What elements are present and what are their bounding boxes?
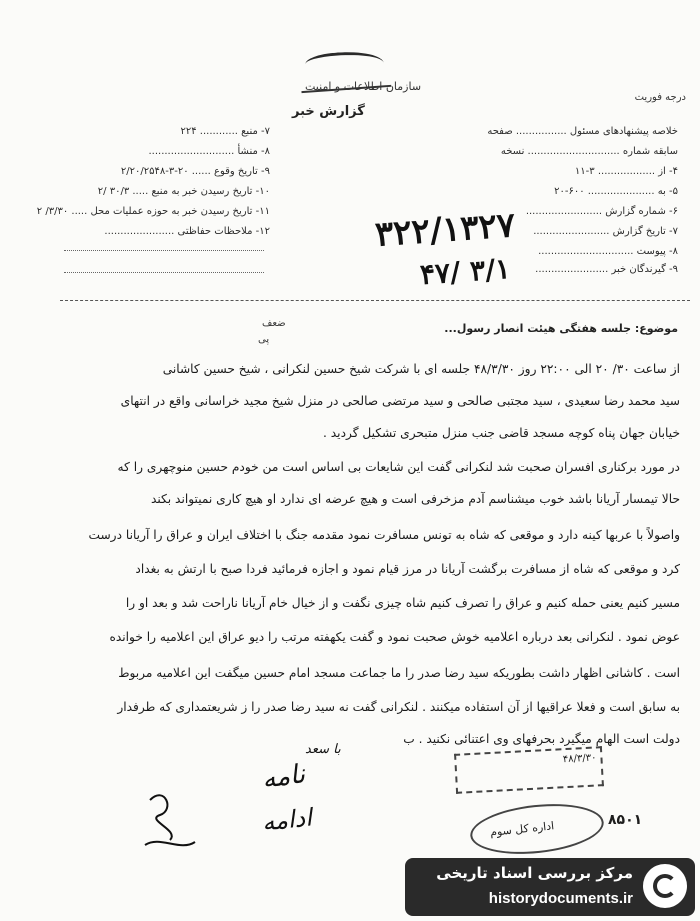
subject-line: موضوع: جلسه هفتگی هیئت انصار رسول...	[444, 322, 678, 335]
archive-name: مرکز بررسی اسناد تاریخی	[436, 864, 633, 882]
archive-watermark	[405, 858, 695, 916]
form-field-left-6: ۱۲- ملاحظات حفاظتی ......................	[104, 226, 270, 237]
body-line: حالا تیمسار آریانا باشد خوب میشناسم آدم مزخرفی است و هیچ عرضه ای ندارد او هیچ کاری نمیتواند بکند	[150, 492, 680, 506]
signature-1: نامه	[260, 759, 307, 795]
form-field-right-5: ۶- شماره گزارش ........................	[525, 206, 678, 217]
margin-note-2: پی	[258, 334, 270, 345]
office-stamp	[468, 798, 606, 860]
signature-2: ادامه	[260, 803, 314, 837]
form-field-right-3: ۴- از .................. ۳-۱۱	[574, 166, 678, 177]
stamp-scribble	[305, 49, 384, 77]
handwritten-file-number: ۳۲۲/۱۳۲۷	[373, 205, 517, 255]
form-field-left-2: ۸- منشأ ...........................	[148, 146, 270, 157]
form-field-left-4: ۱۰- تاریخ رسیدن خبر به منبع ..... ۳۰/۳ /۲	[97, 186, 270, 197]
date-stamp	[454, 746, 604, 794]
form-field-left-1: ۷- منبع ............ ۲۲۴	[180, 126, 270, 137]
body-line: است . کاشانی اظهار داشت بطوریکه سید رضا صدر را ما جماعت مسجد امام حسین میگفت این اعلامیه مربوط	[118, 666, 680, 680]
form-field-left-5: ۱۱- تاریخ رسیدن خبر به حوزه عملیات محل ..... ۳/۳۰/ ۲	[36, 206, 270, 217]
divider-rule	[60, 300, 690, 301]
archive-url: historydocuments.ir	[488, 890, 633, 907]
handwritten-date: ۳/۱ /۴۷	[418, 251, 512, 292]
body-line: عوض نمود . لنکرانی بعد درباره اعلامیه خوش صحبت نمود و گفت یکهفته مرتب را دیو عراق این اعلامیه را خوانده	[109, 630, 680, 644]
body-line: از ساعت ۳۰/ ۲۰ الی ۲۲:۰۰ روز ۴۸/۳/۳۰ جلسه ای با شرکت شیخ حسین لنکرانی ، شیخ حسین کاشانی	[162, 362, 680, 376]
urgency-label: درجه فوریت	[634, 92, 686, 103]
form-field-right-7: ۸- پیوست ..............................	[538, 246, 678, 257]
date-stamp-text: ۴۸/۳/۳۰	[562, 752, 597, 766]
body-line: به سابق است و فعلا عراقیها از آن استفاده میکنند . لنکرانی گفت نه سید رضا صدر را ز شریعتمداری که طرفدار	[117, 700, 680, 714]
form-field-right-6: ۷- تاریخ گزارش ........................	[533, 226, 678, 237]
form-field-left-3: ۹- تاریخ وقوع ...... ۲۰-۳-۲/۲۰/۲۵۴۸	[120, 166, 270, 177]
form-field-right-1: خلاصه پیشنهادهای مسئول ................ صفحه	[487, 126, 678, 137]
body-line: مسیر کنیم یعنی حمله کنیم و عراق را تصرف کنیم شاه چیزی نگفت و از خیال خام آریانا ناراحت شد و بعد او را	[125, 596, 680, 610]
body-line: خیابان جهان پناه کوچه مسجد قاضی جنب منزل متبحری تشکیل گردید .	[323, 426, 680, 440]
body-line: سید محمد رضا سعیدی ، سید مجتبی صالحی و سید مرتضی صالحی در منزل شیخ مجید خراسانی واقع در انتهای	[120, 394, 680, 408]
letterhead-label: سازمان اطلاعات و امنیت	[305, 80, 422, 93]
reference-number: ۸۵۰۱	[608, 812, 643, 828]
body-line: واصولاً با عربها کینه دارد و موقعی که شاه به تونس مسافرت نمود مقدمه جنگ با اختلاف ایران و عراق را آریانا درست	[88, 528, 680, 542]
archive-logo-icon	[643, 864, 687, 908]
form-field-right-4: ۵- به ..................... ۶۰۰-۲۰	[554, 186, 678, 197]
body-line: کرد و موقعی که شاه از مسافرت برگشت آریانا در مرز قیام نمود و اجازه فرمائید فردا صبح با ارتش به بغداد	[135, 562, 680, 576]
report-title: گزارش خبر	[292, 104, 365, 119]
margin-note: ضعف	[262, 318, 286, 329]
office-stamp-text: اداره کل سوم	[489, 819, 555, 839]
body-line: در مورد برکناری افسران صحبت شد لنکرانی گفت این شایعات بی اساس است من خودم حسین منوچهری را که	[117, 460, 680, 474]
signature-label: با سعد	[305, 742, 341, 757]
margin-signature	[140, 780, 200, 860]
body-line: دولت است الهام میگیرد بحرفهای وی اعتنائی نکنید . ب	[403, 732, 680, 746]
blank-line	[64, 250, 264, 251]
form-field-right-8: ۹- گیرندگان خبر .......................	[535, 264, 678, 275]
blank-line	[64, 272, 264, 273]
form-field-right-2: سابقه شماره ............................. نسخه	[500, 146, 678, 157]
